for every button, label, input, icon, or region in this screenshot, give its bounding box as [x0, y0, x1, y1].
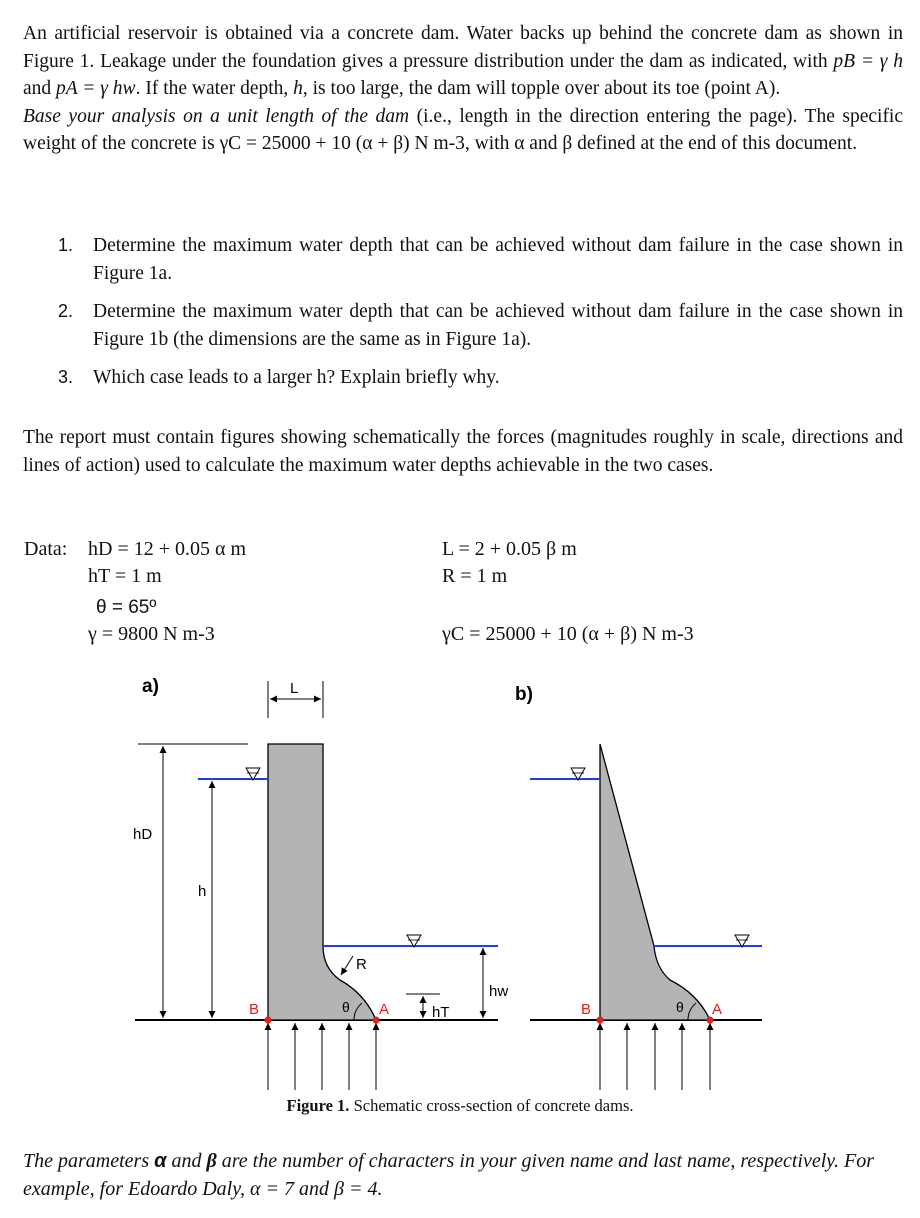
concrete-weight-formula: γC = 25000 + 10 (α + β) N m-3	[219, 133, 465, 154]
report-text: The report must contain figures showing schematically the forces (magnitudes roughly in scale, directions and lines of action) used to calculate the maximum water depths achievable in the two cases.	[23, 427, 903, 476]
intro-text-3: , is too large, the dam will topple over about its toe (point A).	[302, 78, 781, 99]
pressure-b-formula: pB = γ h	[833, 50, 903, 72]
pressure-a-formula: pA = γ hw	[56, 78, 136, 99]
intro-text-1: An artificial reservoir is obtained via a concrete dam. Water backs up behind the concrete dam as shown in Figure 1. Leakage under the foundation gives a pressure distribution under the dam as indicated, with	[23, 23, 903, 72]
data-label: Data:	[24, 538, 68, 560]
h-label: h	[198, 883, 207, 900]
question-number: 3.	[58, 367, 74, 387]
intro-text-5: , with α and β defined at the end of this document.	[464, 133, 858, 154]
data-theta: θ = 65º	[96, 597, 157, 618]
alpha-symbol: α	[154, 1150, 167, 1172]
footnote	[23, 1148, 903, 1203]
example-alpha: α = 7	[250, 1177, 295, 1200]
data-hD: hD = 12 + 0.05 α m	[88, 538, 247, 560]
question-text: Determine the maximum water depth that can be achieved without dam failure in the case shown in Figure 1b (the dimensions are the same as in Figure 1a).	[93, 301, 903, 350]
R-radius-arrow	[341, 956, 353, 975]
point-B-a	[265, 1017, 272, 1024]
data-gamma: γ = 9800 N m-3	[88, 623, 215, 645]
point-B-b	[597, 1017, 604, 1024]
figure-caption	[0, 1096, 920, 1116]
hw-label: hw	[489, 983, 509, 1000]
point-A-a	[373, 1017, 380, 1024]
footnote-text: The parameters	[23, 1150, 155, 1172]
data-gammaC: γC = 25000 + 10 (α + β) N m-3	[442, 623, 694, 645]
question-text: Determine the maximum water depth that can be achieved without dam failure in the case shown in Figure 1a.	[93, 235, 903, 284]
footnote-text: and	[166, 1150, 207, 1172]
example-beta: β = 4	[334, 1177, 378, 1200]
caption-bold: Figure 1.	[286, 1096, 350, 1115]
dam-a-body	[268, 744, 376, 1020]
footnote-text: and	[294, 1177, 335, 1200]
intro-and: and	[23, 78, 57, 99]
point-B-label-a: B	[249, 1001, 260, 1018]
caption-text: Schematic cross-section of concrete dams.	[349, 1096, 634, 1115]
intro-text-2: . If the water depth,	[135, 78, 294, 99]
dam-b-body	[600, 744, 710, 1020]
base-analysis-italic: Base your analysis on a unit length of the dam	[23, 105, 410, 127]
data-R: R = 1 m	[442, 565, 508, 587]
data-L: L = 2 + 0.05 β m	[442, 538, 577, 560]
theta-label-a: θ	[342, 999, 350, 1015]
figure-a-label: a)	[142, 676, 159, 697]
point-B-label-b: B	[581, 1001, 592, 1018]
question-number: 1.	[58, 235, 74, 255]
question-text: Which case leads to a larger h? Explain briefly why.	[93, 367, 500, 388]
footnote-text: are the number of characters in your given name and last name, respectively. For example, for Edoardo Daly,	[23, 1150, 875, 1200]
theta-label-b: θ	[676, 999, 684, 1015]
point-A-label-a: A	[379, 1001, 390, 1018]
data-hT: hT = 1 m	[88, 565, 162, 587]
footnote-text: .	[377, 1177, 383, 1200]
hD-label: hD	[133, 826, 153, 843]
R-label: R	[356, 956, 367, 973]
L-label: L	[290, 680, 299, 697]
hT-label: hT	[432, 1004, 450, 1021]
point-A-label-b: A	[712, 1001, 723, 1018]
question-number: 2.	[58, 301, 74, 321]
intro-text-4: (i.e., length in the direction entering the page). The specific weight of the concrete is	[23, 105, 904, 154]
figure-b-label: b)	[515, 684, 533, 705]
point-A-b	[707, 1017, 714, 1024]
intro-h: h	[293, 78, 303, 99]
beta-symbol: β	[206, 1150, 217, 1172]
